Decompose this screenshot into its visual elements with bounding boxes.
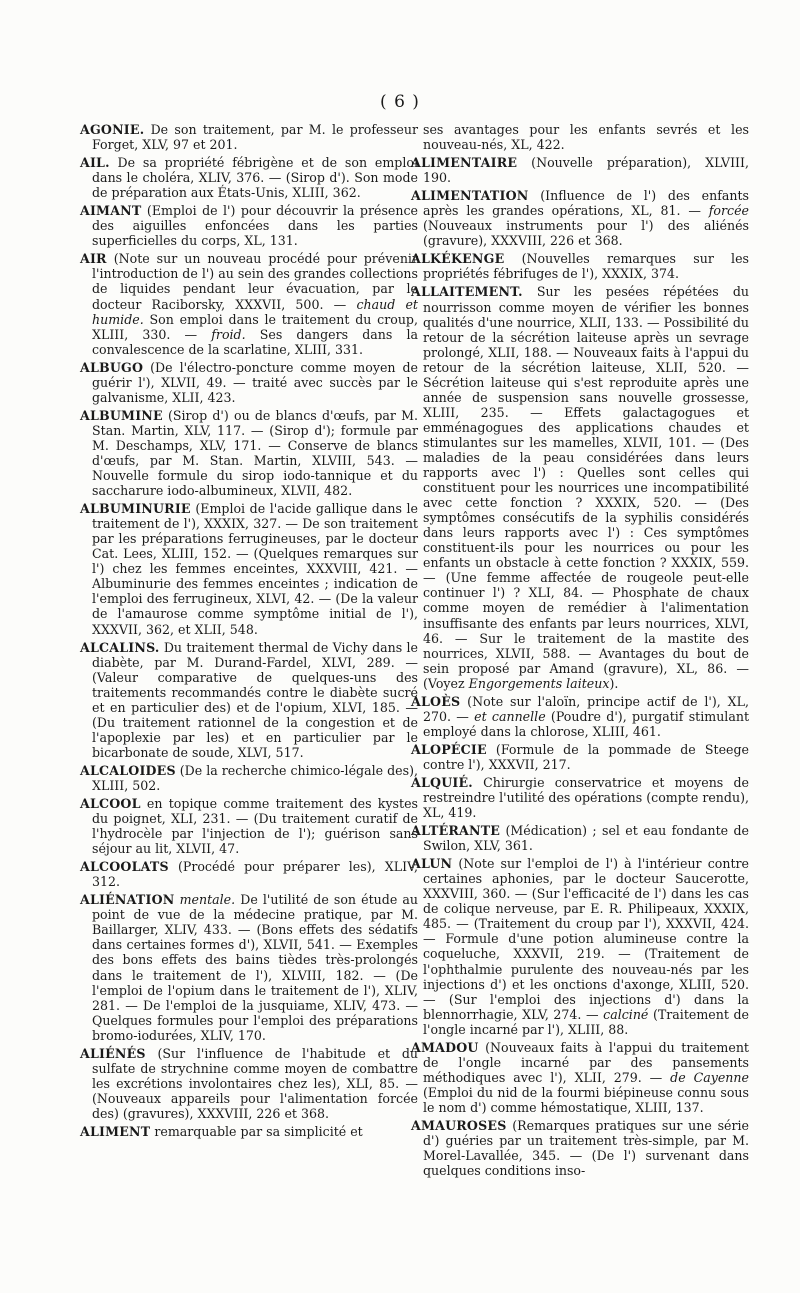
- entry-headword: ALIMENT: [80, 1124, 151, 1139]
- entry-text: (Note sur un nouveau procédé pour prévenir l'introduction de l') au sein des grandes collections de liquides pendant leur évacuation, par le docteur Raciborsky, XXXVII, 500. —: [92, 251, 419, 312]
- index-entry: [80, 360, 418, 405]
- entry-text: (Nouvelle préparation), XLVIII, 190.: [423, 155, 749, 186]
- entry-italic: froid.: [197, 326, 246, 342]
- entry-headword: ALIMENTAIRE: [411, 155, 518, 171]
- entry-text: (Sur l'influence de l'habitude et du sulfate de strychnine comme moyen de combattre les excrétions involontaires chez les), XLI, 85. — (Nouveaux appareils pour l'alimentation forcée des) (gravures), XXXVIII, 226 et 368.: [92, 1045, 418, 1121]
- entry-headword: ALCOOLATS: [80, 859, 169, 875]
- entry-italic: et cannelle: [468, 708, 546, 724]
- entry-italic: Engorgements laiteux: [464, 675, 610, 691]
- entry-text: ).: [609, 675, 619, 691]
- left-column: [80, 122, 418, 1142]
- entry-headword: ALOÈS: [411, 693, 461, 709]
- index-entry: [411, 1040, 749, 1115]
- entry-text: (Note sur l'aloïn, principe actif de l'), XL, 270. —: [423, 693, 749, 724]
- entry-headword: ALCALINS.: [80, 639, 160, 655]
- entry-text: (Nouveaux faits à l'appui du traitement de l'ongle incarné par des pansements méthodiques avec l'), XLII, 279. —: [423, 1039, 749, 1085]
- entry-headword: AIMANT: [80, 203, 142, 219]
- index-entry: [411, 694, 749, 739]
- index-entry: [411, 1118, 749, 1178]
- entry-italic: mentale.: [174, 892, 236, 908]
- index-entry: [80, 408, 418, 498]
- entry-headword: ALKÉKENGE: [411, 251, 505, 267]
- entry-text: Ses dangers dans la convalescence de la scarlatine, XLIII, 331.: [92, 326, 419, 357]
- entry-text: De son traitement, par M. le professeur Forget, XLV, 97 et 201.: [92, 122, 418, 153]
- entry-headword: AIR: [80, 251, 107, 267]
- index-entry: [80, 251, 418, 356]
- entry-text: (Note sur l'emploi de l') à l'intérieur contre certaines aphonies, par le docteur Saucerotte, XXXVIII, 360. — (Sur l'efficacité de l') dans les cas de colique nerveuse, par E. R. Philipeaux, XXXIX, 485. — (Traitement du croup par l'), XXXVII, 424. — Formule d'une potion alumineuse contre la coqueluche, XXXVII, 219. — (Traitement de l'ophthalmie purulente des nouveau-nés par les injections d') et les onctions d'axonge, XLIII, 520. — (Sur l'emploi des injections d') dans la blennorrhagie, XLV, 274. —: [423, 856, 749, 1022]
- entry-text: (Nouvelles remarques sur les propriétés fébrifuges de l'), XXXIX, 374.: [423, 251, 749, 282]
- entry-headword: AGONIE.: [80, 122, 145, 137]
- entry-text: Son emploi dans le traitement du croup, XLIII, 330. —: [92, 311, 418, 342]
- entry-text: en topique comme traitement des kystes du poignet, XLI, 231. — (Du traitement curatif de l'hydrocèle par l'injection de l'); guérison sans séjour au lit, XLVII, 47.: [92, 796, 418, 857]
- entry-text: De l'utilité de son étude au point de vue de la médecine pratique, par M. Baillarger, XLIV, 433. — (Bons effets des sédatifs dans certaines formes d'), XLVII, 541. — Exemples des bons effets des bains tièdes très-prolongés dans le traitement de l'), XLVIII, 182. — (De l'emploi de l'opium dans le traitement de l'), XLIV, 281. — De l'emploi de la jusquiame, XLIV, 473. — Quelques formules pour l'emploi des préparations bromo-iodurées, XLIV, 170.: [92, 892, 419, 1043]
- index-entry: [411, 122, 749, 152]
- index-entry: [80, 1124, 418, 1139]
- entry-headword: AMADOU: [411, 1039, 479, 1055]
- entry-headword: ALCOOL: [80, 796, 141, 812]
- index-entry: [411, 775, 749, 820]
- entry-text: ses avantages pour les enfants sevrés et les nouveau-nés, XL, 422.: [423, 122, 749, 153]
- entry-text: (Emploi de l'acide gallique dans le traitement de l'), XXXIX, 327. — De son traitement par les préparations ferrugineuses, par le docteur Cat. Lees, XLIII, 152. — (Quelques remarques sur l') chez les femmes enceintes, XXXVIII, 421. — Albuminurie des femmes enceintes ; indication de l'emploi des ferrugineux, XLVI, 42. — (De la valeur de l'amaurose comme symptôme initial de l'), XXXVII, 362, et XLII, 548.: [92, 501, 418, 637]
- entry-text: De sa propriété fébrigène et de son emploi dans le choléra, XLIV, 376. — (Sirop d'). Son mode de préparation aux États-Unis, XLIII, 362.: [92, 155, 418, 201]
- index-entry: [80, 859, 418, 889]
- entry-text: (Formule de la pommade de Steege contre l'), XXXVII, 217.: [423, 741, 749, 772]
- index-entry: [411, 155, 749, 185]
- entry-headword: ALTÉRANTE: [411, 823, 501, 839]
- entry-italic: calciné: [598, 1006, 649, 1022]
- index-entry: [80, 155, 418, 200]
- entry-headword: ALBUMINURIE: [80, 501, 191, 517]
- entry-text: Chirurgie conservatrice et moyens de restreindre l'utilité des opérations (compte rendu), XL, 419.: [423, 774, 750, 821]
- entry-text: (Sirop d') ou de blancs d'œufs, par M. Stan. Martin, XLV, 117. — (Sirop d'); formule par M. Deschamps, XLV, 171. — Conserve de blancs d'œufs, par M. Stan. Martin, XLVIII, 543. — Nouvelle formule du sirop iodo-tannique et du saccharure iodo-albumineux, XLVII, 482.: [92, 407, 418, 499]
- index-entry: [80, 1046, 418, 1121]
- index-entry: [411, 251, 749, 281]
- entry-text: (Poudre d'), purgatif stimulant employé dans la chlorose, XLIII, 461.: [423, 708, 750, 739]
- index-entry: [411, 742, 749, 772]
- index-entry: [411, 856, 749, 1037]
- entry-headword: ALCALOIDES: [80, 762, 176, 778]
- entry-text: (De l'électro-poncture comme moyen de guérir l'), XLVII, 49. — traité avec succès par le galvanisme, XLII, 423.: [92, 359, 418, 405]
- entry-text: Sur les pesées répétées du nourrisson comme moyen de vérifier les bonnes qualités d'une nourrice, XLII, 133. — Possibilité du retour de la sécrétion laiteuse après un sevrage prolongé, XLII, 188. — Nouveaux faits à l'appui du retour de la sécrétion laiteuse, XLII, 520. — Sécrétion laiteuse qui s'est reproduite après une année de suspension sans nouvelle grossesse, XLIII, 235. — Effets galactagogues et emménagogues des applications chaudes et stimulantes sur les mamelles, XLVII, 101. — (Des maladies de la peau considérées dans leurs rapports avec l') : Quelles sont celles qui constituent pour les nourrices une incompatibilité avec cette fonction ? XXXIX, 520. — (Des symptômes consécutifs de la syphilis considérés dans leurs rapports avec l') : Ces symptômes constituent-ils pour les nourrices ou pour les enfants un obstacle à cette fonction ? XXXIX, 559. — (Une femme affectée de rougeole peut-elle continuer l') ? XLI, 84. — Phosphate de chaux comme moyen de remédier à l'alimentation insuffisante des enfants par leurs nourrices, XLVI, 46. — Sur le traitement de la mastite des nourrices, XLVII, 588. — Avantages du bout de sein proposé par Amand (gravure), XL, 86. — (Voyez: [423, 284, 749, 691]
- entry-text: (Nouveaux instruments pour l') des aliénés (gravure), XXXVIII, 226 et 368.: [423, 218, 749, 249]
- index-entry: [80, 122, 418, 152]
- entry-text: (Traitement de l'ongle incarné par l'), XLIII, 88.: [423, 1006, 749, 1037]
- entry-headword: ALQUIÉ.: [411, 774, 473, 790]
- index-entry: [80, 763, 418, 793]
- entry-headword: AMAUROSES: [411, 1118, 507, 1133]
- entry-headword: ALBUMINE: [80, 407, 163, 423]
- page-number: ( 6 ): [380, 92, 420, 112]
- entry-italic: de Cayenne: [662, 1069, 749, 1085]
- index-entry: [80, 892, 418, 1042]
- entry-headword: ALIMENTATION: [411, 188, 529, 204]
- entry-italic: forcée: [700, 203, 749, 219]
- entry-text: (Médication) ; sel et eau fondante de Swilon, XLV, 361.: [423, 823, 749, 854]
- entry-text: (Procédé pour préparer les), XLIV, 312.: [92, 859, 418, 890]
- entry-headword: ALBUGO: [80, 359, 144, 375]
- entry-text: Du traitement thermal de Vichy dans le diabète, par M. Durand-Fardel, XLVI, 289. — (Valeur comparative de quelques-uns des traitements recommandés contre le diabète sucré et en particulier des) et de l'opium, XLVI, 185. — (Du traitement rationnel de la congestion et de l'apoplexie par les) et en particulier par le bicarbonate de soude, XLVI, 517.: [92, 639, 418, 760]
- entry-text: (Remarques pratiques sur une série d') guéries par un traitement très-simple, par M. Morel-Lavallée, 345. — (De l') survenant dans quelques conditions inso-: [423, 1118, 749, 1179]
- index-entry: [80, 203, 418, 248]
- entry-text: (Emploi de l') pour découvrir la présence des aiguilles enfoncées dans les parties superficielles du corps, XL, 131.: [92, 203, 418, 249]
- entry-italic: chaud et humide.: [92, 296, 418, 327]
- entry-text: remarquable par sa simplicité et: [150, 1124, 363, 1139]
- index-entry: [80, 796, 418, 856]
- index-entry: [411, 823, 749, 853]
- right-column: [411, 122, 749, 1181]
- entry-text: (De la recherche chimico-légale des), XLIII, 502.: [92, 762, 418, 793]
- index-entry: [80, 640, 418, 760]
- entry-text: (Influence de l') des enfants après les grandes opérations, XL, 81. —: [423, 188, 749, 219]
- index-entry: [80, 501, 418, 636]
- entry-headword: ALOPÉCIE: [411, 741, 487, 757]
- entry-headword: ALUN: [411, 856, 453, 872]
- entry-headword: ALIÉNATION: [80, 892, 175, 908]
- entry-headword: ALLAITEMENT.: [411, 284, 523, 300]
- index-entry: [411, 284, 749, 690]
- index-entry: [411, 188, 749, 248]
- entry-headword: AIL.: [80, 155, 110, 171]
- entry-text: (Emploi du nid de la fourmi biépineuse connu sous le nom d') comme hémostatique, XLIII, 137.: [423, 1084, 749, 1115]
- entry-headword: ALIÉNÉS: [80, 1045, 146, 1061]
